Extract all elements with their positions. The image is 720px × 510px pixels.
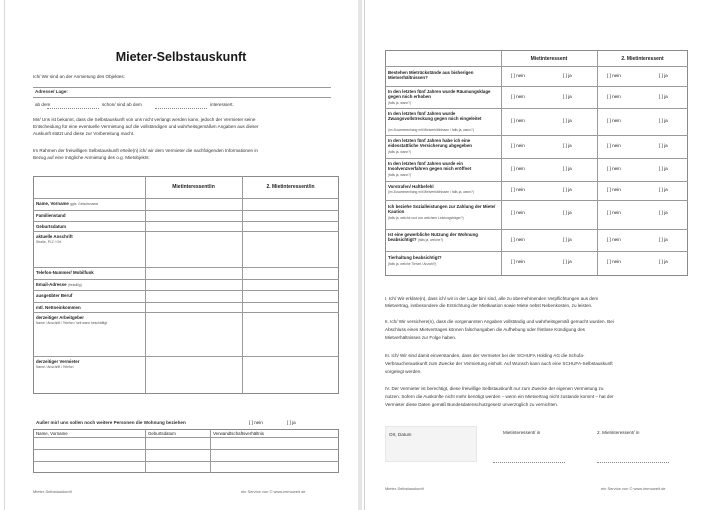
- form-page-1: [4, 0, 356, 510]
- persons-no-checkbox[interactable]: [ ] nein: [249, 420, 263, 425]
- question-social-benefits: Ich beziehe Sozialleistungen zur Zahlung der Miete/ Kaution: [388, 204, 496, 214]
- row-label-current-address: aktuelle Anschrift: [36, 234, 73, 239]
- declaration-2-line-3: Mietverhältnisses zur Folge haben.: [385, 335, 457, 340]
- notice-line-3: Auskunft stützt und diese zur Vorbereitung macht.: [33, 131, 135, 136]
- pets-no-1[interactable]: [ ] nein: [511, 259, 525, 264]
- page-title: Mieter-Selbstauskunft: [115, 50, 247, 64]
- question-insolvency: In den letzten fünf Jahren wurde ein Insolvenzverfahren gegen mich eröffnet: [388, 161, 472, 171]
- commercial-use-yes-1[interactable]: [ ] ja: [563, 237, 572, 242]
- row-sub-landlord: Name / Anschrift / Telefon: [36, 365, 74, 369]
- signature-applicant-1-line[interactable]: [493, 462, 565, 463]
- row-sub-current-address: Straße, PLZ / Ort: [36, 240, 62, 244]
- notice-line-2: Entscheidung für eine eventuelle Vermietung auf die vollständigen und wahrheitsgemäßen Angaben aus dieser: [33, 124, 259, 129]
- commercial-use-no-1[interactable]: [ ] nein: [511, 237, 525, 242]
- criminal-record-yes-2[interactable]: [ ] ja: [659, 187, 668, 192]
- row-label-phone: Telefon-Nummer/ Mobilfunk: [36, 270, 94, 275]
- additional-persons-question: Außer mir/ uns sollen noch weitere Personen die Wohnung beziehen: [36, 420, 186, 425]
- question-affidavit: In den letzten fünf Jahren habe ich eine eidesstattliche Versicherung abgegeben: [388, 138, 472, 148]
- persons-column-relation: Verwandtschaftsverhältnis: [213, 431, 265, 436]
- question-eviction-note: (falls ja, wann?): [388, 101, 412, 105]
- row-label-marital-status: Familienstand: [36, 213, 66, 218]
- question-commercial-use: Ist eine gewerbliche Nutzung der Wohnung beabsichtigt? (falls ja, welche?): [388, 232, 478, 242]
- social-benefits-no-2[interactable]: [ ] nein: [607, 210, 621, 215]
- question-eviction: In den letzten fünf Jahren wurde Räumungsklage gegen mich erhoben: [388, 89, 491, 99]
- question-insolvency-note: (falls ja, wann?): [388, 173, 412, 177]
- enforcement-no-1[interactable]: [ ] nein: [511, 118, 525, 123]
- column-header-applicant-2: 2. Mietinteressent/in: [266, 184, 315, 190]
- affidavit-no-1[interactable]: [ ] nein: [511, 143, 525, 148]
- footer-left: Mieter-Selbstauskunft: [385, 486, 424, 491]
- signature-applicant-2-label: 2. Mietinteressent/ in: [597, 430, 640, 435]
- pets-no-2[interactable]: [ ] nein: [607, 259, 621, 264]
- row-label-name: Name, Vorname ggfs. Geburtsname: [36, 201, 99, 206]
- rent-arrears-yes-1[interactable]: [ ] ja: [563, 73, 572, 78]
- question-criminal-record: Vorstrafen/ Haftbefehl: [388, 184, 434, 189]
- column-header-applicant-1: Mietinteressent: [530, 56, 568, 62]
- footer-left: Mieter-Selbstauskunft: [33, 489, 72, 494]
- eviction-no-1[interactable]: [ ] nein: [511, 94, 525, 99]
- row-label-birthdate: Geburtsdatum: [36, 224, 67, 229]
- row-label-landlord: derzeitiger Vermieter: [36, 359, 80, 364]
- signature-applicant-2-line[interactable]: [597, 462, 669, 463]
- declaration-3-line-2: Verbraucherauskunft zum Zwecke der Vermietung einholt. Auf Wunsch kann auch eine SCHUFA-Selbstauskunft: [385, 361, 613, 366]
- enforcement-yes-2[interactable]: [ ] ja: [659, 118, 668, 123]
- question-rent-arrears: Bestehen Mietrückstände aus bisherigen Mietverhältnissen?: [388, 70, 474, 80]
- insolvency-no-1[interactable]: [ ] nein: [511, 166, 525, 171]
- signature-place-date-label: Ort, Datum: [389, 432, 412, 437]
- signature-applicant-1-label: Mietinteressent/ in: [503, 430, 541, 435]
- question-enforcement-note: (im Zusammenhang mit Mietverhältnissen / falls ja, wann?): [388, 128, 474, 132]
- frame-line-1: Im Rahmen der freiwilligen Selbstauskunft erteile(n) ich/ wir dem Vermieter die nachfolgenden Informationen in: [33, 148, 258, 153]
- affidavit-no-2[interactable]: [ ] nein: [607, 143, 621, 148]
- social-benefits-no-1[interactable]: [ ] nein: [511, 210, 525, 215]
- social-benefits-yes-2[interactable]: [ ] ja: [659, 210, 668, 215]
- declaration-1-line-2: Mietvertrag, insbesondere die Entrichtung der Mietkaution sowie Miete nebst Nebenkosten, zu leisten.: [385, 303, 593, 308]
- declaration-1-line-1: I. Ich/ Wir erkläre(n), dass ich/ wir in der Lage bin/ sind, alle zu übernehmenden Verpflichtungen aus dem: [385, 296, 599, 301]
- row-label-employer: derzeitiger Arbeitgeber: [36, 315, 84, 320]
- declaration-4-line-3: Vermieter diese Daten gemäß Bundesdatenschutzgesetz unverzüglich zu vernichten.: [385, 402, 559, 407]
- persons-yes-checkbox[interactable]: [ ] ja: [287, 420, 296, 425]
- rent-arrears-yes-2[interactable]: [ ] ja: [659, 73, 668, 78]
- question-enforcement: In den letzten fünf Jahren wurde Zwangsvollstreckung gegen mich eingeleitet: [388, 111, 482, 121]
- eviction-no-2[interactable]: [ ] nein: [607, 94, 621, 99]
- persons-table: [33, 429, 339, 473]
- commercial-use-no-2[interactable]: [ ] nein: [607, 237, 621, 242]
- pets-yes-2[interactable]: [ ] ja: [659, 259, 668, 264]
- eviction-yes-1[interactable]: [ ] ja: [563, 94, 572, 99]
- question-pets-note: (falls ja, welche Tierart / Anzahl?): [388, 262, 437, 266]
- declaration-3-line-1: III. Ich/ Wir sind damit einverstanden, dass der Vermieter bei der SCHUFA Holding AG die Schufa-: [385, 353, 585, 358]
- insolvency-no-2[interactable]: [ ] nein: [607, 166, 621, 171]
- criminal-record-no-2[interactable]: [ ] nein: [607, 187, 621, 192]
- persons-column-birthdate: Geburtsdatum: [148, 431, 176, 436]
- address-label: Adresse/ Lage:: [35, 89, 68, 94]
- footer-right: ein Service von © www.immowelt.de: [601, 486, 666, 491]
- schedule-label: schon/ sind ab dem: [102, 102, 142, 107]
- intro-text: Ich/ Wir sind an der Anmietung des Objektes:: [33, 74, 125, 79]
- row-label-net-income: mtl. Nettoeinkommen: [36, 305, 81, 310]
- enforcement-no-2[interactable]: [ ] nein: [607, 118, 621, 123]
- question-affidavit-note: (falls ja, wann?): [388, 150, 412, 154]
- pets-yes-1[interactable]: [ ] ja: [563, 259, 572, 264]
- column-header-applicant-2: 2. Mietinteressent: [621, 56, 664, 62]
- enforcement-yes-1[interactable]: [ ] ja: [563, 118, 572, 123]
- question-criminal-record-note: (im Zusammenhang mit Mietverhältnissen / falls ja, wann?): [388, 190, 474, 194]
- row-label-email: Email-Adresse (freiwillig): [36, 282, 82, 287]
- affidavit-yes-2[interactable]: [ ] ja: [659, 143, 668, 148]
- row-sub-employer: Name / Anschrift / Telefon / seit wann beschäftigt: [36, 321, 108, 325]
- notice-line-1: Mir/ Uns ist bekannt, dass die Selbstauskunft von uns nicht verlangt werden kann, jedoch der Vermieter seine: [33, 117, 256, 122]
- interested-label: interessiert.: [210, 102, 234, 107]
- question-pets: Tierhaltung beabsichtigt?: [388, 255, 442, 260]
- row-label-profession: ausgeübter Beruf: [36, 293, 73, 298]
- declaration-4-line-2: nutzen. Sofern die Auskünfte nicht mehr benötigt werden – wenn ein Mietvertrag nicht zustande kommt – hat der: [385, 394, 614, 399]
- declaration-2-line-2: Abschluss eines Mietvertrages können falschangaben die Aufhebung oder fristlose Kündigung des: [385, 327, 585, 332]
- commercial-use-yes-2[interactable]: [ ] ja: [659, 237, 668, 242]
- column-header-applicant-1: Mietinteressent/in: [172, 184, 215, 190]
- from-date-label: ab dem: [35, 102, 51, 107]
- persons-column-name: Name, Vorname: [36, 431, 68, 436]
- rent-arrears-no-1[interactable]: [ ] nein: [511, 73, 525, 78]
- declaration-3-line-3: vorgelegt werden.: [385, 369, 422, 374]
- frame-line-2: Bezug auf eine mögliche Anmietung des o.g. Mietobjekts:: [33, 155, 150, 160]
- declaration-4-line-1: IV. Der Vermieter ist berechtigt, diese freiwillige Selbstauskunft nur zum Zwecke der eigenen Vermietung zu: [385, 386, 604, 391]
- rent-arrears-no-2[interactable]: [ ] nein: [607, 73, 621, 78]
- declaration-2-line-1: II. Ich/ Wir versichere(n), dass die vorgenannten Angaben vollständig und wahrheitsgemäß gemacht wurden. Bei: [385, 319, 614, 324]
- criminal-record-no-1[interactable]: [ ] nein: [511, 187, 525, 192]
- criminal-record-yes-1[interactable]: [ ] ja: [563, 187, 572, 192]
- eviction-yes-2[interactable]: [ ] ja: [659, 94, 668, 99]
- form-page-2: [364, 0, 716, 510]
- page-gap: [358, 0, 362, 510]
- question-social-benefits-note: (falls ja, welche und von welchem Leistungsträger?): [388, 216, 464, 220]
- insolvency-yes-2[interactable]: [ ] ja: [659, 166, 668, 171]
- affidavit-yes-1[interactable]: [ ] ja: [563, 143, 572, 148]
- social-benefits-yes-1[interactable]: [ ] ja: [563, 210, 572, 215]
- footer-right: ein Service von © www.immowelt.de: [241, 489, 306, 494]
- insolvency-yes-1[interactable]: [ ] ja: [563, 166, 572, 171]
